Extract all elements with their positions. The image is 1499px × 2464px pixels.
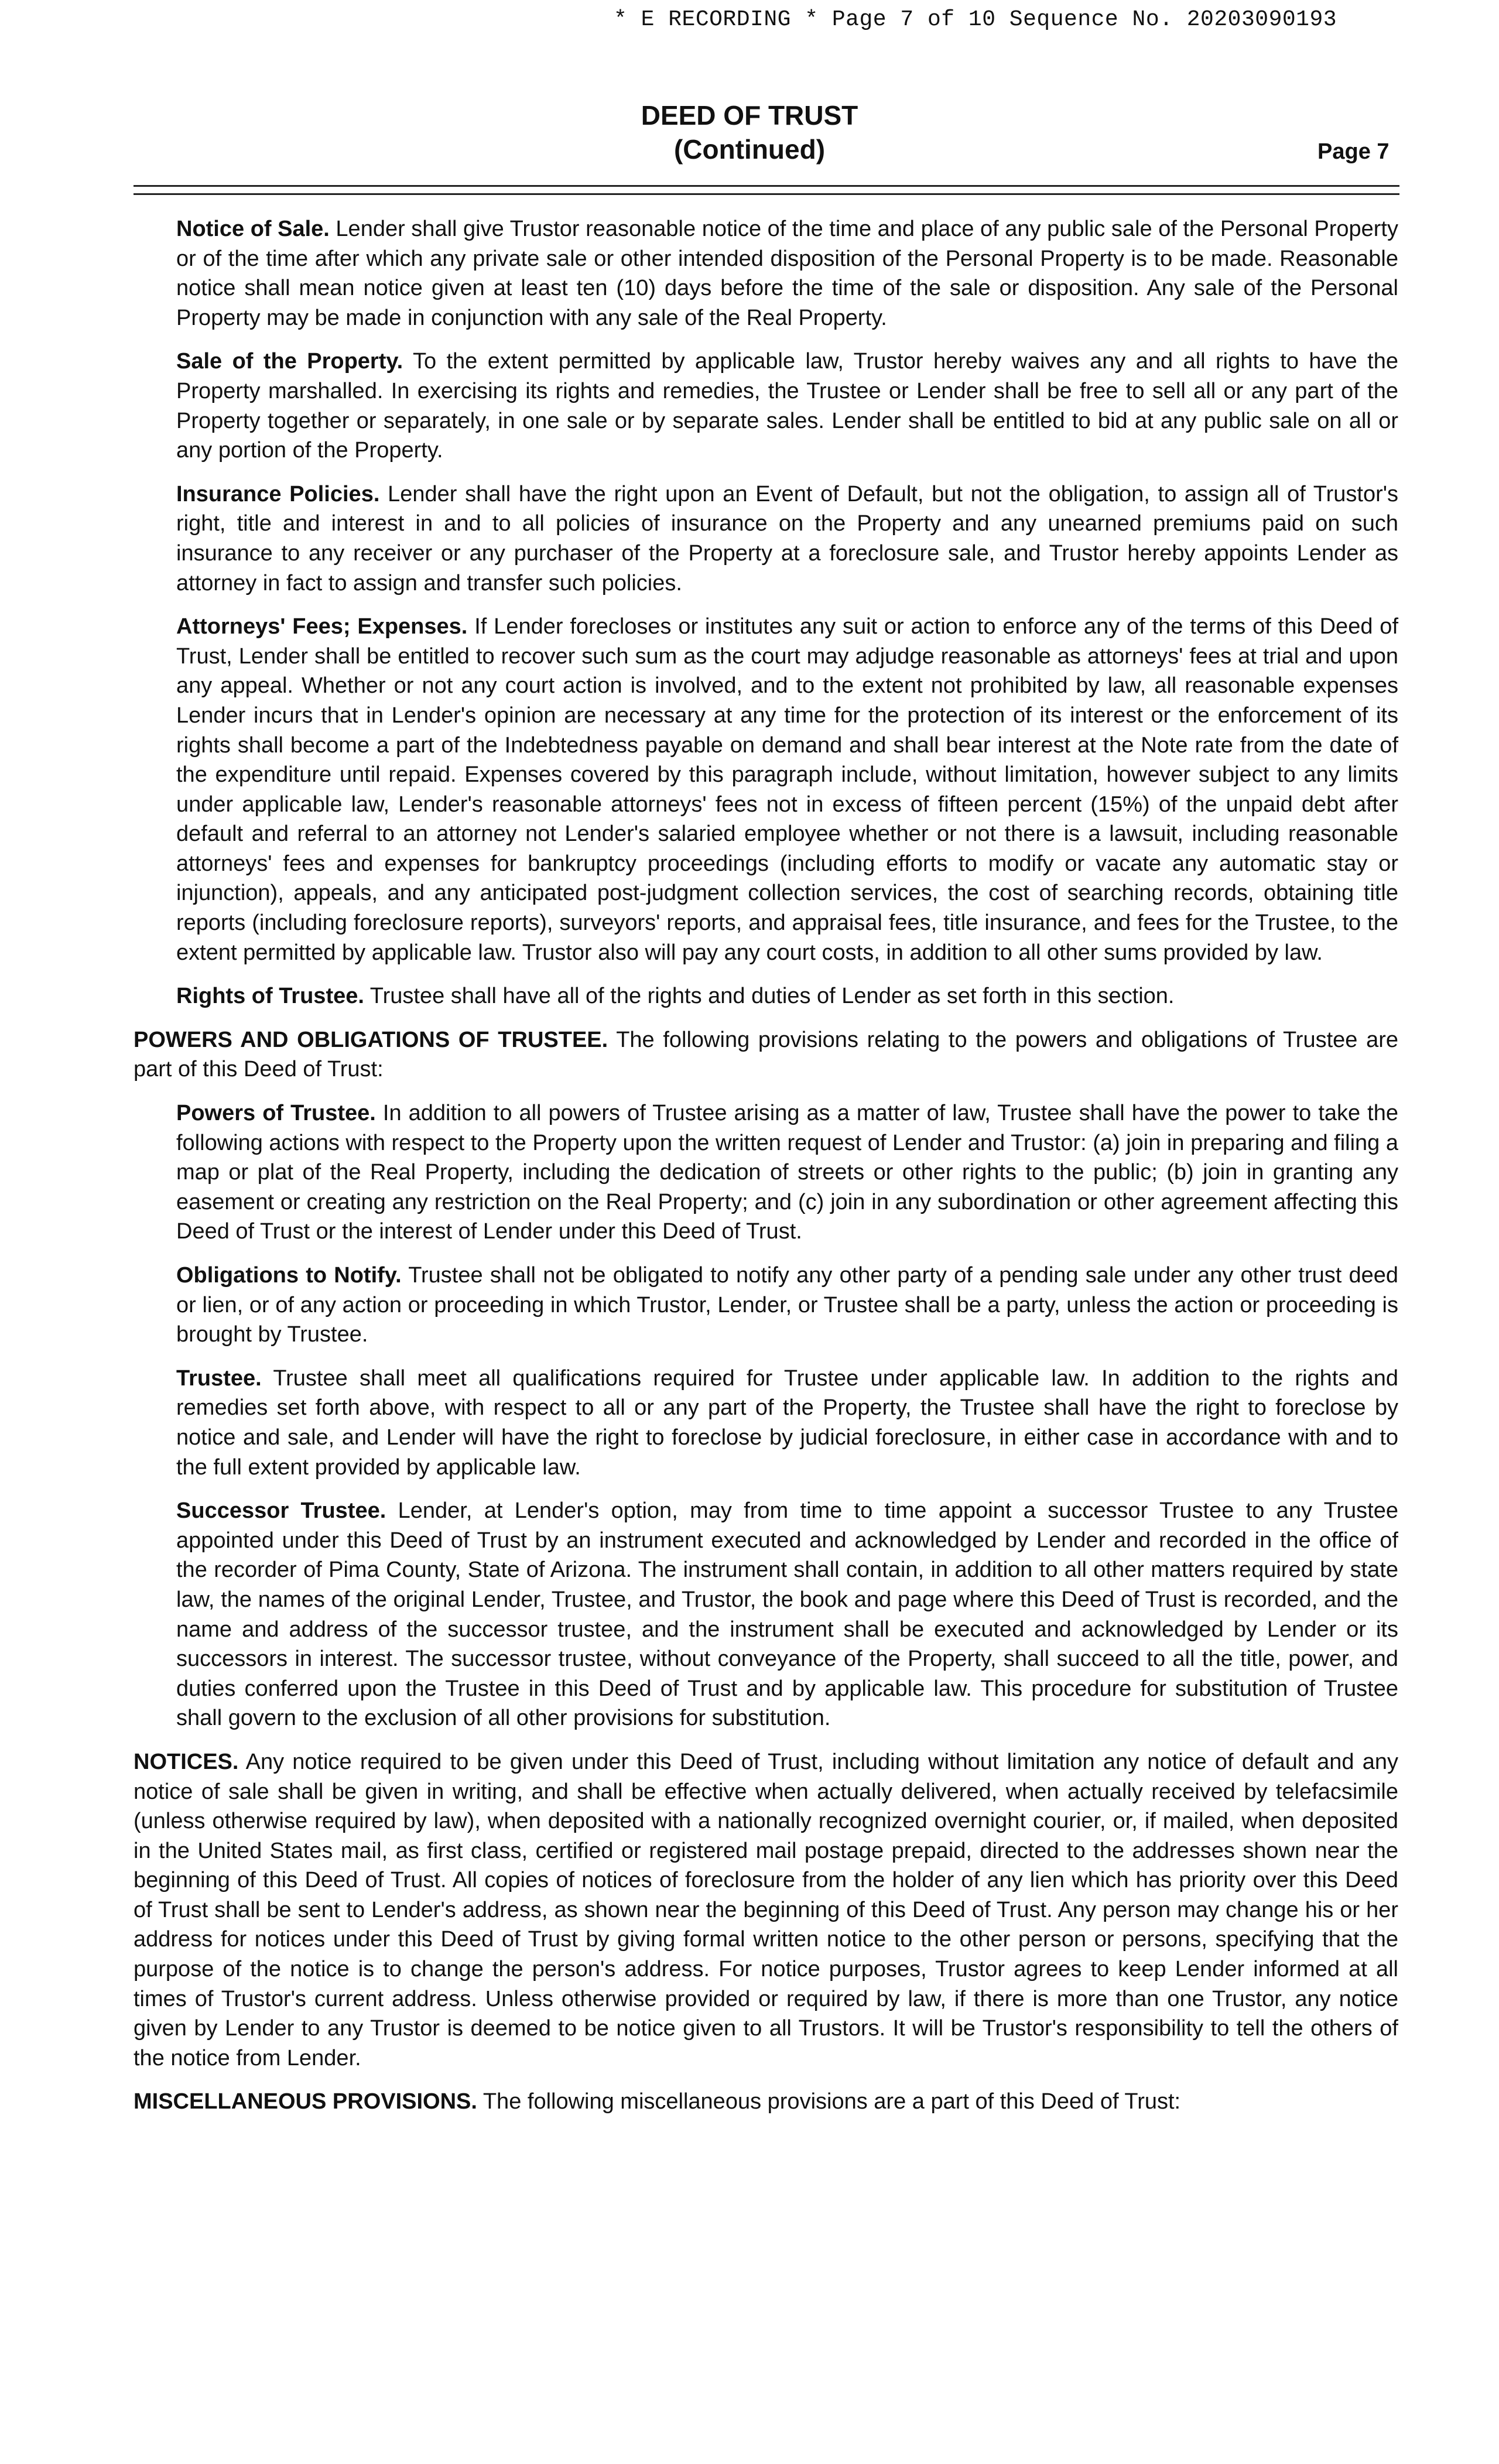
section-attorneys-fees <box>176 612 1398 967</box>
section-insurance-policies <box>176 480 1398 598</box>
section-heading: NOTICES. <box>134 1749 239 1774</box>
section-successor-trustee <box>176 1496 1398 1733</box>
section-heading: Successor Trustee. <box>176 1498 386 1524</box>
section-rights-of-trustee <box>176 981 1398 1011</box>
document-body <box>134 214 1398 2131</box>
section-text: If Lender forecloses or institutes any suit or action to enforce any of the terms of this Deed of Trust, Lender shall be entitled to recover such sum as the court may adjudge reasonable as attorneys' fees at trial and upon any appeal. Whether or not any court action is involved, and to the extent not prohibited by law, all reasonable expenses Lender incurs that in Lender's opinion are necessary at any time for the protection of its interest or the enforcement of its rights shall become a part of the Indebtedness payable on demand and shall bear interest at the Note rate from the date of the expenditure until repaid. Expenses covered by this paragraph include, without limitation, however subject to any limits under applicable law, Lender's reasonable attorneys' fees not in excess of fifteen percent (15%) of the unpaid debt after default and referral to an attorney not Lender's salaried employee whether or not there is a lawsuit, including reasonable attorneys' fees and expenses for bankruptcy proceedings (including efforts to modify or vacate any automatic stay or injunction), appeals, and any anticipated post-judgment collection services, the cost of searching records, obtaining title reports (including foreclosure reports), surveyors' reports, and appraisal fees, title insurance, and fees for the Trustee, to the extent permitted by applicable law. Trustor also will pay any court costs, in addition to all other sums provided by law. <box>176 614 1399 965</box>
section-powers-of-trustee <box>176 1098 1398 1247</box>
section-text: The following miscellaneous provisions are a part of this Deed of Trust: <box>482 2089 1181 2114</box>
section-text: Lender shall give Trustor reasonable notice of the time and place of any public sale of the Personal Property or of the time after which any private sale or other intended disposition of the Personal Property is to be made. Reasonable notice shall mean notice given at least ten (10) days before the time of the sale or disposition. Any sale of the Personal Property may be made in conjunction with any sale of the Real Property. <box>176 217 1398 330</box>
section-heading: MISCELLANEOUS PROVISIONS. <box>134 2089 477 2114</box>
section-text: Trustee shall not be obligated to notify any other party of a pending sale under any other trust deed or lien, or of any action or proceeding in which Trustor, Lender, or Trustee shall be a party, unless the action or proceeding is brought by Trustee. <box>176 1263 1399 1347</box>
title-line-main: DEED OF TRUST <box>641 100 858 131</box>
section-text: Lender shall have the right upon an Event of Default, but not the obligation, to assign all of Trustor's right, title and interest in and to all policies of insurance on the Property and any unearned premiums paid on such insurance to any receiver or any purchaser of the Property at a foreclosure sale, and Trustor hereby appoints Lender as attorney in fact to assign and transfer such policies. <box>176 481 1398 596</box>
section-text: In addition to all powers of Trustee arising as a matter of law, Trustee shall have the power to take the following actions with respect to the Property upon the written request of Lender and Trustor: (a) join in preparing and filing a map or plat of the Real Property, including the dedication of streets or other rights to the public; (b) join in granting any easement or creating any restriction on the Real Property; and (c) join in any subordination or other agreement affecting this Deed of Trust or the interest of Lender under this Deed of Trust. <box>176 1101 1399 1244</box>
section-heading: Obligations to Notify. <box>176 1263 402 1288</box>
section-obligations-to-notify <box>176 1261 1398 1350</box>
section-heading: Sale of the Property. <box>176 349 403 374</box>
section-sale-of-property <box>176 347 1398 465</box>
section-text: Lender, at Lender's option, may from time to time appoint a successor Trustee to any Trustee appointed under this Deed of Trust by an instrument executed and acknowledged by Lender and recorded in the office of the recorder of Pima County, State of Arizona. The instrument shall contain, in addition to all other matters required by state law, the names of the original Lender, Trustee, and Trustor, the book and page where this Deed of Trust is recorded, and the name and address of the successor trustee, and the instrument shall be executed and acknowledged by Lender or its successors in interest. The successor trustee, without conveyance of the Property, shall succeed to all the title, power, and duties conferred upon the Trustee in this Deed of Trust and by applicable law. This procedure for substitution of Trustee shall govern to the exclusion of all other provisions for substitution. <box>176 1498 1399 1731</box>
section-heading: POWERS AND OBLIGATIONS OF TRUSTEE. <box>134 1027 608 1052</box>
section-heading: Notice of Sale. <box>176 217 330 241</box>
section-miscellaneous-provisions <box>134 2087 1398 2117</box>
section-heading: Insurance Policies. <box>176 481 380 507</box>
section-text: Trustee shall have all of the rights and duties of Lender as set forth in this section. <box>369 984 1175 1009</box>
recording-header: * E RECORDING * Page 7 of 10 Sequence No. 20203090193 <box>614 7 1337 32</box>
section-heading: Rights of Trustee. <box>176 984 364 1009</box>
page-number: Page 7 <box>1317 139 1390 164</box>
section-notice-of-sale <box>176 214 1398 333</box>
section-heading: Powers of Trustee. <box>176 1101 376 1126</box>
document-title <box>0 98 1499 166</box>
section-text: Trustee shall meet all qualifications required for Trustee under applicable law. In addition to the rights and remedies set forth above, with respect to all or any part of the Property, the Trustee shall have the right to foreclose by notice and sale, and Lender will have the right to foreclose by judicial foreclosure, in either case in accordance with and to the full extent provided by applicable law. <box>176 1366 1398 1480</box>
section-heading: Trustee. <box>176 1366 262 1391</box>
section-text: To the extent permitted by applicable law, Trustor hereby waives any and all rights to have the Property marshalled. In exercising its rights and remedies, the Trustee or Lender shall be free to sell all or any part of the Property together or separately, in one sale or by separate sales. Lender shall be entitled to bid at any public sale on all or any portion of the Property. <box>176 349 1399 463</box>
section-text: Any notice required to be given under this Deed of Trust, including without limitation any notice of default and any notice of sale shall be given in writing, and shall be effective when actually delivered, when actually received by telefacsimile (unless otherwise required by law), when deposited with a nationally recognized overnight courier, or, if mailed, when deposited in the United States mail, as first class, certified or registered mail postage prepaid, directed to the addresses shown near the beginning of this Deed of Trust. All copies of notices of foreclosure from the holder of any lien which has priority over this Deed of Trust shall be sent to Lender's address, as shown near the beginning of this Deed of Trust. Any person may change his or her address for notices under this Deed of Trust by giving formal written notice to the other person or persons, specifying that the purpose of the notice is to change the person's address. For notice purposes, Trustor agrees to keep Lender informed at all times of Trustor's current address. Unless otherwise provided or required by law, if there is more than one Trustor, any notice given by Lender to any Trustor is deemed to be notice given to all Trustors. It will be Trustor's responsibility to tell the others of the notice from Lender. <box>134 1749 1398 2071</box>
section-heading: Attorneys' Fees; Expenses. <box>176 614 468 639</box>
header-divider-bottom <box>134 193 1399 195</box>
section-trustee <box>176 1364 1398 1482</box>
title-line-continued: (Continued) <box>673 134 826 165</box>
section-powers-and-obligations <box>134 1025 1398 1084</box>
section-notices <box>134 1747 1398 2073</box>
header-divider-top <box>134 185 1399 187</box>
section-text: The following provisions relating to the powers and obligations of Trustee are part of this Deed of Trust: <box>134 1027 1398 1082</box>
